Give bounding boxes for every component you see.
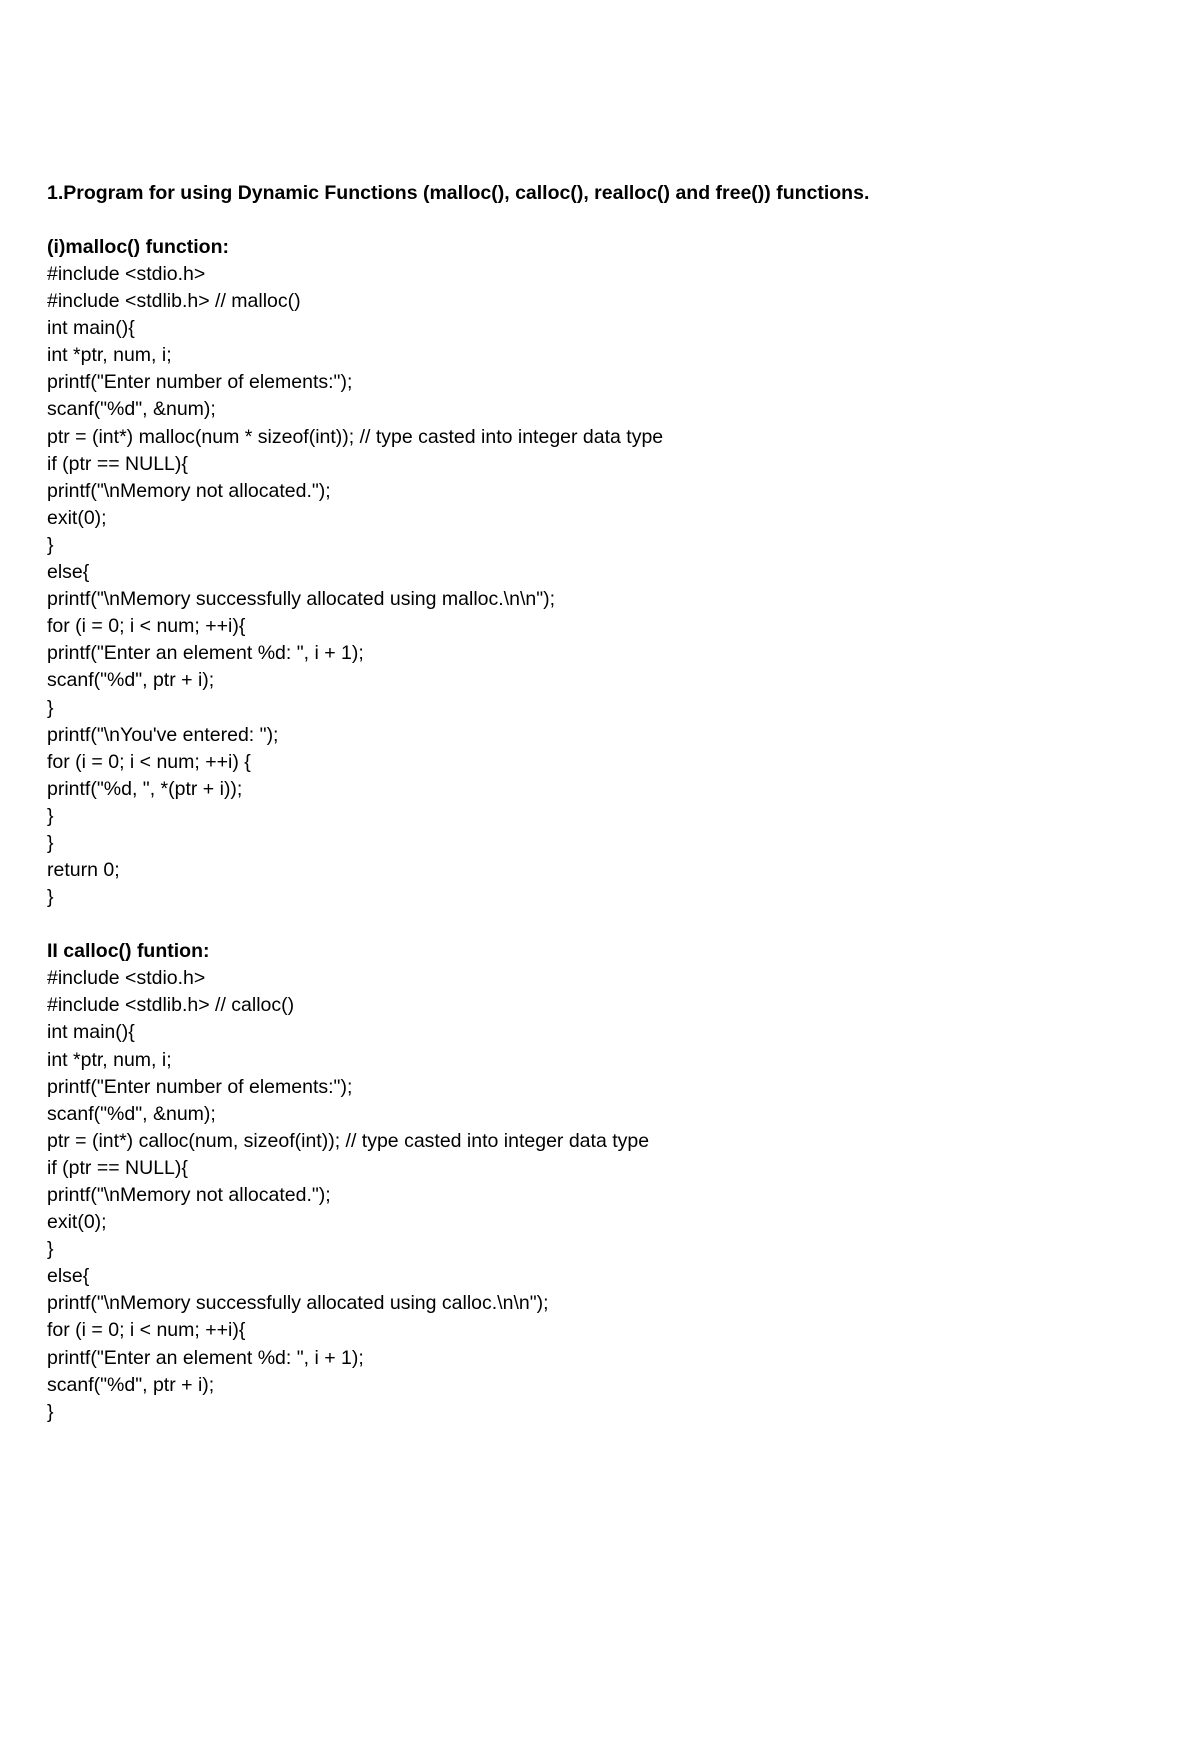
code-line: #include <stdlib.h> // calloc() [47,994,295,1017]
code-line: printf("Enter number of elements:"); [47,371,353,394]
code-line: exit(0); [47,506,107,529]
code-line: if (ptr == NULL){ [47,1156,188,1179]
code-line: printf("\nMemory not allocated."); [47,1184,331,1206]
code-line: } [47,533,54,556]
document-content [47,180,1147,1426]
code-line: exit(0); [47,1211,107,1234]
calloc-section [47,938,1147,1426]
calloc-code-block [47,965,1147,1426]
code-line: printf("Enter an element %d: ", i + 1); [47,642,364,665]
code-line: } [47,1400,54,1423]
code-line: if (ptr == NULL){ [47,452,188,475]
code-line: scanf("%d", &num); [47,1102,216,1125]
document-title: 1.Program for using Dynamic Functions (malloc(), calloc(), realloc() and free()) functions. [47,182,870,204]
calloc-section-heading: II calloc() funtion: [47,940,210,963]
code-line: printf("%d, ", *(ptr + i)); [47,777,243,800]
code-line: scanf("%d", &num); [47,398,216,421]
code-line: else{ [47,1265,90,1288]
code-line: scanf("%d", ptr + i); [47,1373,215,1396]
code-line: printf("\nMemory successfully allocated using calloc.\n\n"); [47,1292,549,1315]
code-line: printf("Enter an element %d: ", i + 1); [47,1346,364,1369]
malloc-section-heading: (i)malloc() function: [47,236,229,258]
code-line: int main(){ [47,1021,135,1044]
code-line: for (i = 0; i < num; ++i){ [47,1319,246,1342]
code-line: } [47,886,54,909]
code-line: printf("\nMemory successfully allocated using malloc.\n\n"); [47,588,556,611]
code-line: #include <stdio.h> [47,967,206,990]
code-line: } [47,804,54,827]
malloc-section [47,234,1147,911]
code-line: for (i = 0; i < num; ++i){ [47,615,246,638]
code-line: ptr = (int*) calloc(num, sizeof(int)); // type casted into integer data type [47,1129,650,1152]
code-line: int *ptr, num, i; [47,344,172,367]
code-line: return 0; [47,859,120,882]
code-line: int *ptr, num, i; [47,1048,172,1071]
code-line: } [47,1238,54,1261]
code-line: #include <stdlib.h> // malloc() [47,290,301,313]
code-line: } [47,696,54,719]
code-line: else{ [47,561,90,584]
code-line: for (i = 0; i < num; ++i) { [47,750,251,773]
code-line: printf("Enter number of elements:"); [47,1075,353,1098]
code-line: printf("\nYou've entered: "); [47,723,279,746]
code-line: int main(){ [47,317,135,340]
code-line: ptr = (int*) malloc(num * sizeof(int)); // type casted into integer data type [47,425,664,448]
code-line: } [47,831,54,854]
code-line: #include <stdio.h> [47,263,206,285]
code-line: scanf("%d", ptr + i); [47,669,215,692]
code-line: printf("\nMemory not allocated."); [47,479,331,502]
malloc-code-block [47,261,1147,911]
